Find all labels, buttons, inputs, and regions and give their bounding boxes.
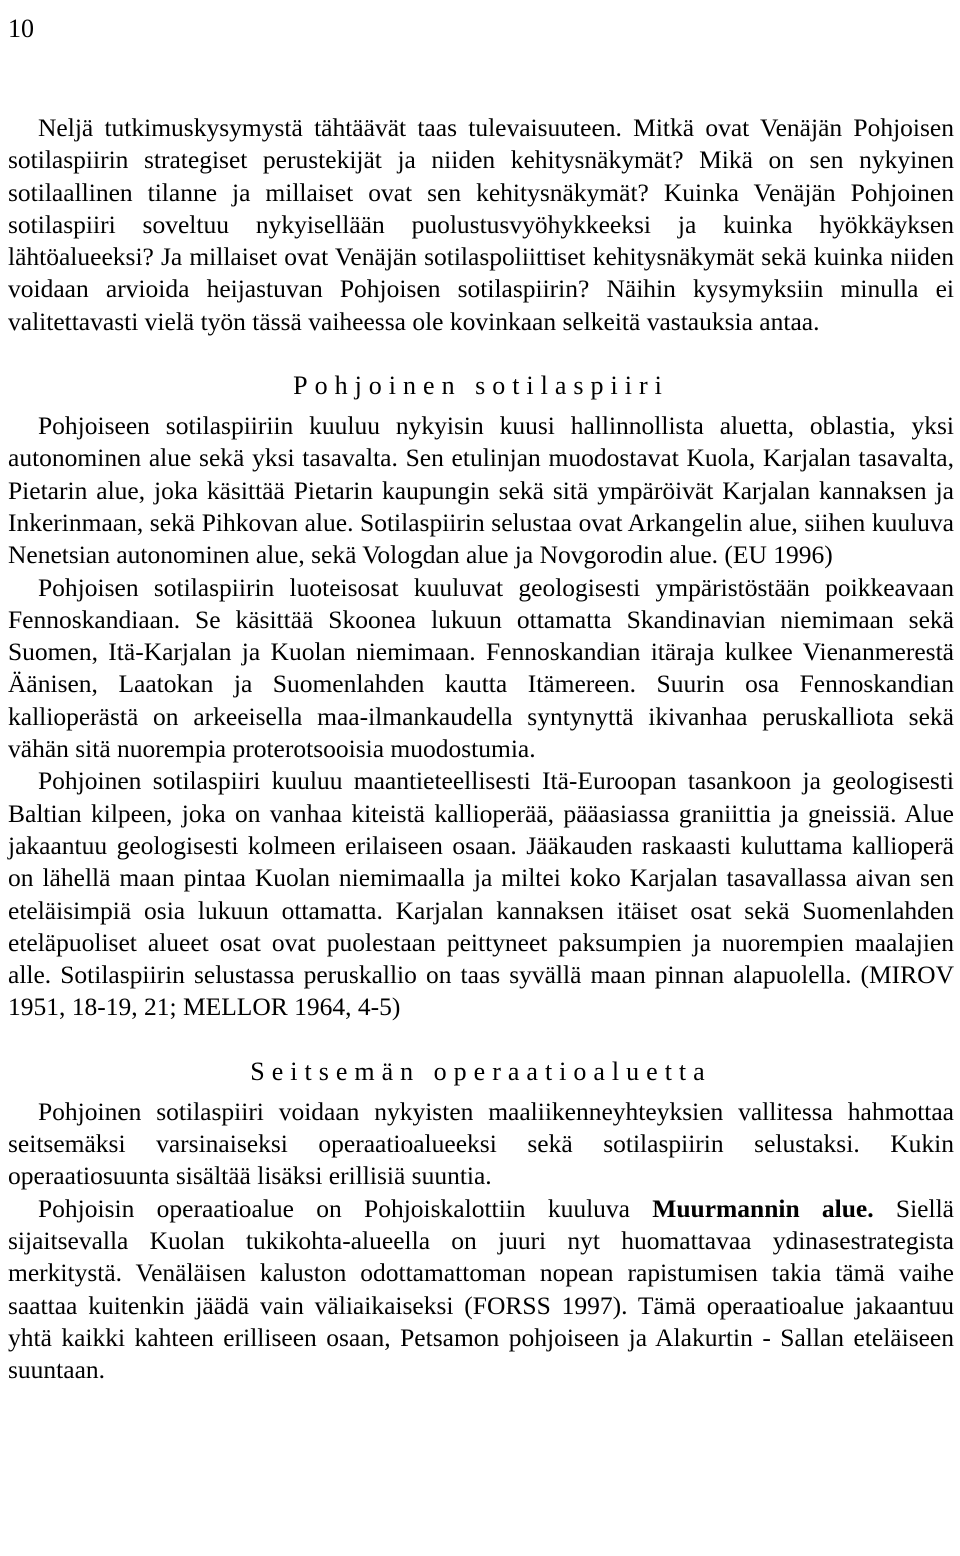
section2-paragraph-2-rest: Siellä sijaitsevalla Kuolan tukikohta-alueella on juuri nyt huomattavaa ydinasestrategista merkitystä. Venäläisen kaluston odottamattoman nopean rapistumisen takia tämä vaihe saattaa kuitenkin jäädä vain väliaikaiseksi (FORSS 1997). Tämä operaatioalue jakaantuu yhtä kaikki kahteen erilliseen osaan, Petsamon pohjoiseen ja Alakurtin - Sallan eteläiseen suuntaan. [8, 1193, 954, 1385]
section1-paragraph-2: Pohjoisen sotilaspiirin luoteisosat kuuluvat geologisesti ympäristöstään poikkeavaan Fennoskandiaan. Se käsittää Skoonea lukuun ottamatta Skandinavian niemimaan sekä Suomen, Itä-Karjalan ja Kuolan niemimaan. Fennoskandian itäraja kulkee Vienanmerestä Äänisen, Laatokan ja Suomenlahden kautta Itämereen. Suurin osa Fennoskandian kallioperästä on arkeeisella maa-ilmankaudella syntynyttä ikivanhaa peruskalliota sekä vähän sitä nuorempia proterotsooisia muodostumia. [8, 572, 954, 764]
section1-paragraph-1: Pohjoiseen sotilaspiiriin kuuluu nykyisin kuusi hallinnollista aluetta, oblastia, yksi autonominen alue sekä yksi tasavalta. Sen etulinjan muodostavat Kuola, Karjalan tasavalta, Pietarin alue, joka käsittää Pietarin kaupungin sekä sitä ympäröivät Karjalan kannaksen ja Inkerinmaan, sekä Pihkovan alue. Sotilaspiirin selustaa ovat Arkangelin alue, siihen kuuluva Nenetsian autonominen alue, sekä Vologdan alue ja Novgorodin alue. (EU 1996) [8, 411, 954, 570]
section2-paragraph-2 [8, 1193, 954, 1387]
section2-paragraph-1: Pohjoinen sotilaspiiri voidaan nykyisten maaliikenneyhteyksien vallitessa hahmottaa seitsemäksi varsinaiseksi operaatioalueeksi sekä sotilaspiirin selustaksi. Kukin operaatiosuunta sisältää lisäksi erillisiä suuntia. [8, 1096, 954, 1191]
section-heading-seitseman-operaatioaluetta: Seitsemän operaatioaluetta [250, 1056, 712, 1086]
section1-paragraph-3: Pohjoinen sotilaspiiri kuuluu maantieteellisesti Itä-Euroopan tasankoon ja geologisesti Baltian kilpeen, joka on vanhaa kiteistä kallioperää, pääasiassa graniittia ja gneissiä. Alue jakaantuu geologisesti kolmeen erilaiseen osaan. Jääkauden raskaasti kuluttama kallioperä on lähellä maan pintaa Kuolan niemimaalla ja miltei koko Karjalan tasavallassa aivan sen eteläisimpiä osia lukuun ottamatta. Karjalan kannaksen itäiset osat sekä Suomenlahden eteläpuoliset alueet osat ovat puolestaan peittyneet paksumpien ja nuorempien maalajien alle. Sotilaspiirin selustassa peruskallio on taas syvällä maan pinnan alapuolella. (MIROV 1951, 18-19, 21; MELLOR 1964, 4-5) [8, 766, 954, 1022]
page-number: 10 [8, 14, 34, 43]
intro-paragraph: Neljä tutkimuskysymystä tähtäävät taas tulevaisuuteen. Mitkä ovat Venäjän Pohjoisen sotilaspiirin strategiset perustekijät ja niiden kehitysnäkymät? Mikä on sen nykyinen sotilaallinen tilanne ja millaiset ovat sen kehitysnäkymät? Kuinka Venäjän Pohjoinen sotilaspiiri soveltuu nykyisellään puolustusvyöhykkeeksi ja kuinka hyökkäyksen lähtöalueeksi? Ja millaiset ovat Venäjän sotilaspoliittiset kehitysnäkymät sekä kuinka niiden voidaan arvioida heijastuvan Pohjoisen sotilaspiirin? Näihin kysymyksiin minulla ei valitettavasti vielä työn tässä vaiheessa ole kovinkaan selkeitä vastauksia antaa. [8, 113, 954, 336]
muurmannin-alue-term: Muurmannin alue. [652, 1193, 874, 1223]
section-heading-pohjoinen-sotilaspiiri: Pohjoinen sotilaspiiri [293, 371, 669, 401]
section2-paragraph-2-start: Pohjoisin operaatioalue on Pohjoiskalottiin kuuluva [38, 1193, 653, 1223]
page-body [8, 112, 954, 1386]
